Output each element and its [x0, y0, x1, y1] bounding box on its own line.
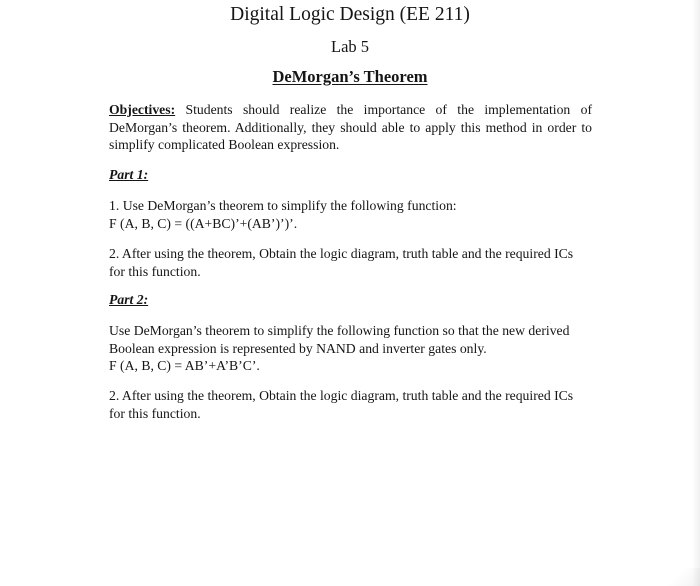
lab-topic-title: DeMorgan’s Theorem [272, 67, 428, 86]
part-2-question-2 [109, 387, 592, 422]
part-1-heading: Part 1: [109, 167, 149, 182]
course-title: Digital Logic Design (EE 211) [230, 4, 470, 25]
part-1-question-2-line-2: for this function. [109, 263, 201, 279]
part-1-question-1-line-1: 1. Use DeMorgan’s theorem to simplify the following function: [109, 198, 457, 213]
part-2-question-2-line-1: 2. After using the theorem, Obtain the logic diagram, truth table and the required ICs [109, 388, 574, 403]
part-1-function-expression: F (A, B, C) = ((A+BC)’+(AB’)’)’. [109, 215, 298, 231]
part-2-question-2-line-2: for this function. [109, 405, 201, 421]
part-2-question-1-line-2: Boolean expression is represented by NAND and inverter gates only. [109, 340, 487, 356]
objectives-label: Objectives: [109, 102, 176, 117]
part-2-question-1-line-1: Use DeMorgan’s theorem to simplify the following function so that the new derived [109, 323, 570, 338]
part-2-heading: Part 2: [109, 292, 149, 307]
objectives-paragraph [109, 101, 592, 154]
objectives-text: Students should realize the importance of the implementation of DeMorgan’s theorem. Additionally, they should able to apply this method in order to simplify complicated Boolean expression. [109, 102, 592, 152]
part-2-function-expression: F (A, B, C) = AB’+A’B’C’. [109, 358, 260, 373]
part-1-question-2 [109, 245, 592, 280]
part-1-question-2-line-1: 2. After using the theorem, Obtain the logic diagram, truth table and the required ICs [109, 246, 574, 261]
lab-number: Lab 5 [330, 37, 370, 56]
part-1-question-1 [109, 197, 592, 232]
page-corner-shadow [660, 568, 700, 586]
part-2-question-1 [109, 322, 592, 375]
page-edge-shadow [692, 0, 700, 586]
